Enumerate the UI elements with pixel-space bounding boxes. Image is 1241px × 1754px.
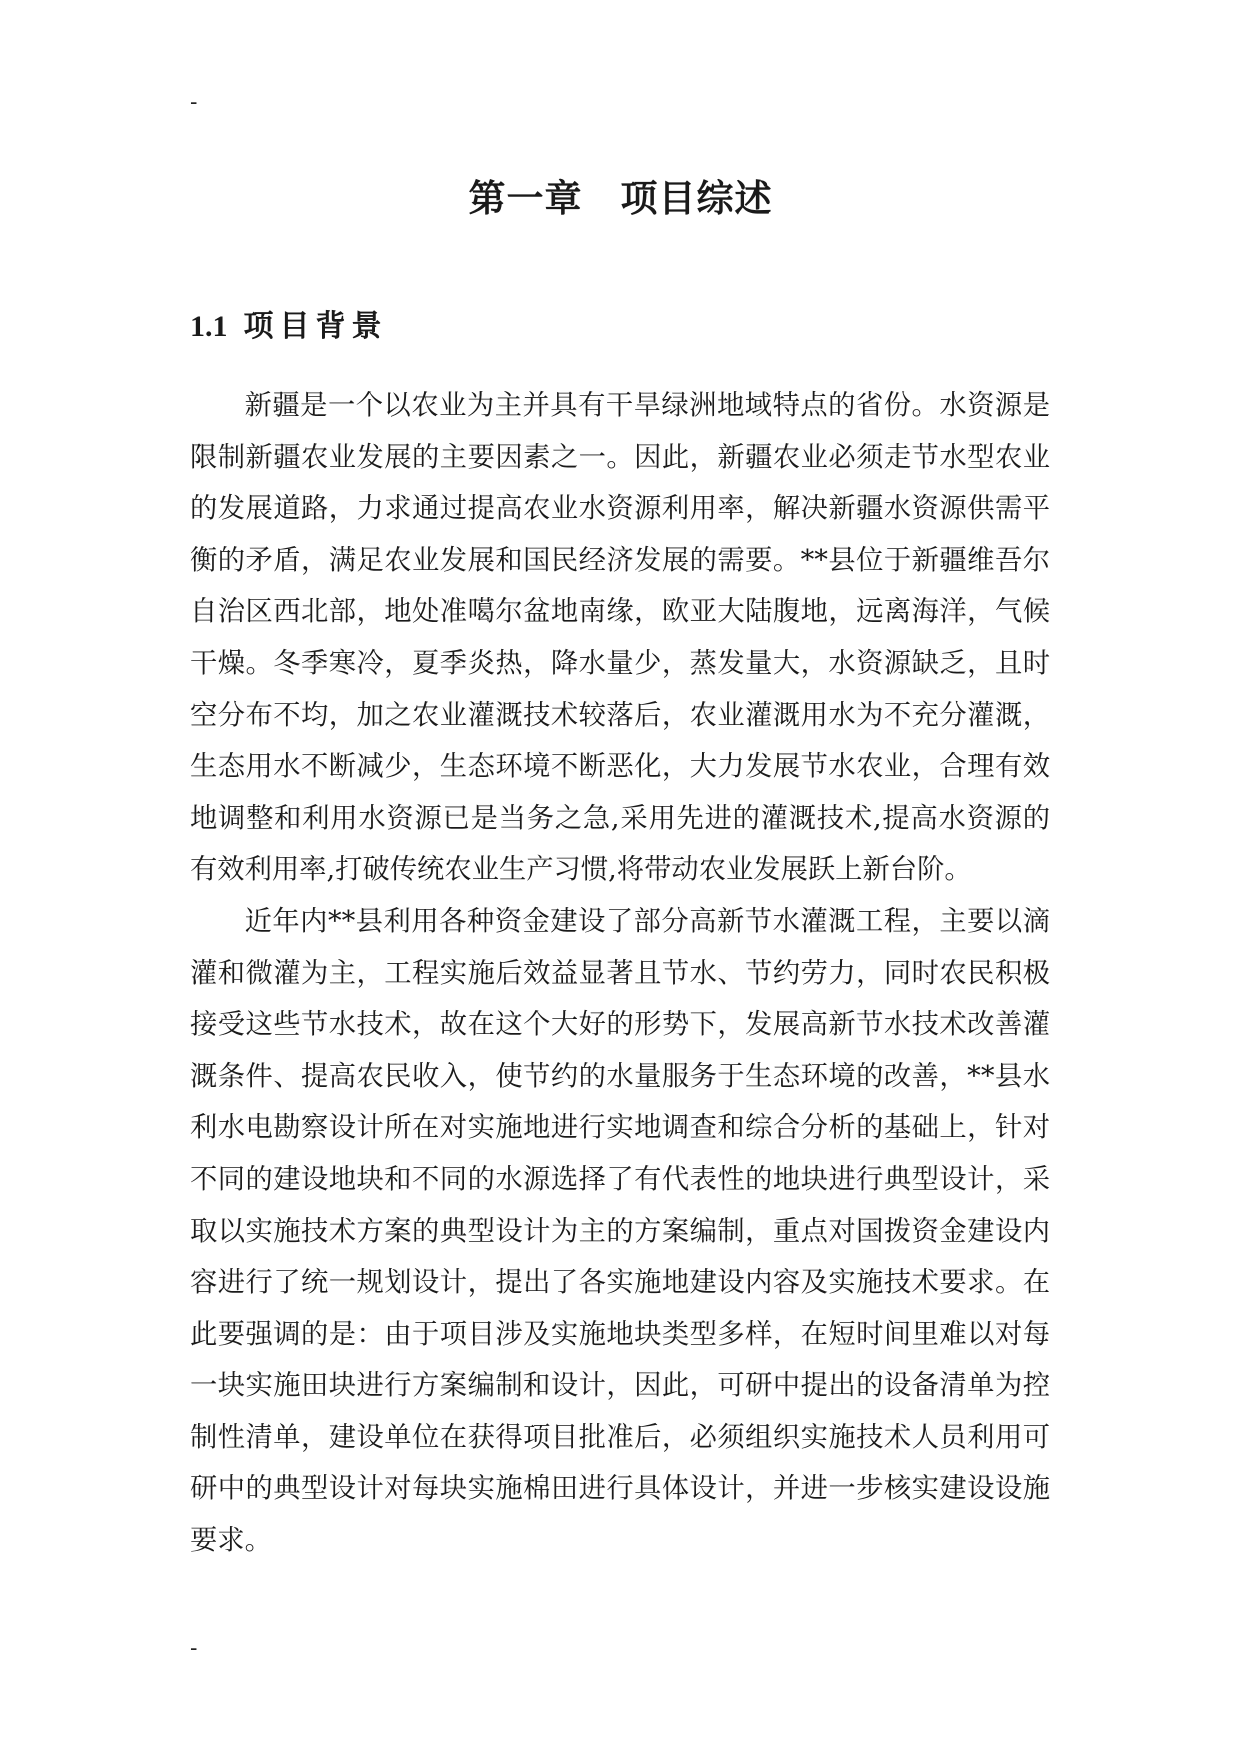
chapter-title: 第一章 项目综述 [468, 176, 773, 220]
paragraph-background: 新疆是一个以农业为主并具有干旱绿洲地域特点的省份。水资源是限制新疆农业发展的主要因素之一。因此，新疆农业必须走节水型农业的发展道路，力求通过提高农业水资源利用率，解决新疆水资源供需平衡的矛盾，满足农业发展和国民经济发展的需要。**县位于新疆维吾尔自治区西北部，地处准噶尔盆地南缘，欧亚大陆腹地，远离海洋，气候干燥。冬季寒冷，夏季炎热，降水量少，蒸发量大，水资源缺乏，且时空分布不均，加之农业灌溉技术较落后，农业灌溉用水为不充分灌溉，生态用水不断减少，生态环境不断恶化，大力发展节水农业，合理有效地调整和利用水资源已是当务之急,采用先进的灌溉技术,提高水资源的有效利用率,打破传统农业生产习惯,将带动农业发展跃上新台阶。 [190, 390, 1050, 886]
header-mark: - [190, 90, 198, 115]
section-heading [190, 302, 388, 352]
footer-mark: - [190, 1636, 198, 1661]
section-number: 1.1 [190, 310, 228, 343]
paragraph-recent-projects: 近年内**县利用各种资金建设了部分高新节水灌溉工程，主要以滴灌和微灌为主，工程实施后效益显著且节水、节约劳力，同时农民积极接受这些节水技术，故在这个大好的形势下，发展高新节水技术改善灌溉条件、提高农民收入，使节约的水量服务于生态环境的改善，**县水利水电勘察设计所在对实施地进行实地调查和综合分析的基础上，针对不同的建设地块和不同的水源选择了有代表性的地块进行典型设计，采取以实施技术方案的典型设计为主的方案编制，重点对国拨资金建设内容进行了统一规划设计，提出了各实施地建设内容及实施技术要求。在此要强调的是：由于项目涉及实施地块类型多样，在短时间里难以对每一块实施田块进行方案编制和设计，因此，可研中提出的设备清单为控制性清单，建设单位在获得项目批准后，必须组织实施技术人员利用可研中的典型设计对每块实施棉田进行具体设计，并进一步核实建设设施要求。 [190, 905, 1050, 1557]
section-title: 项目背景 [243, 309, 388, 344]
body-text [190, 380, 1050, 1567]
